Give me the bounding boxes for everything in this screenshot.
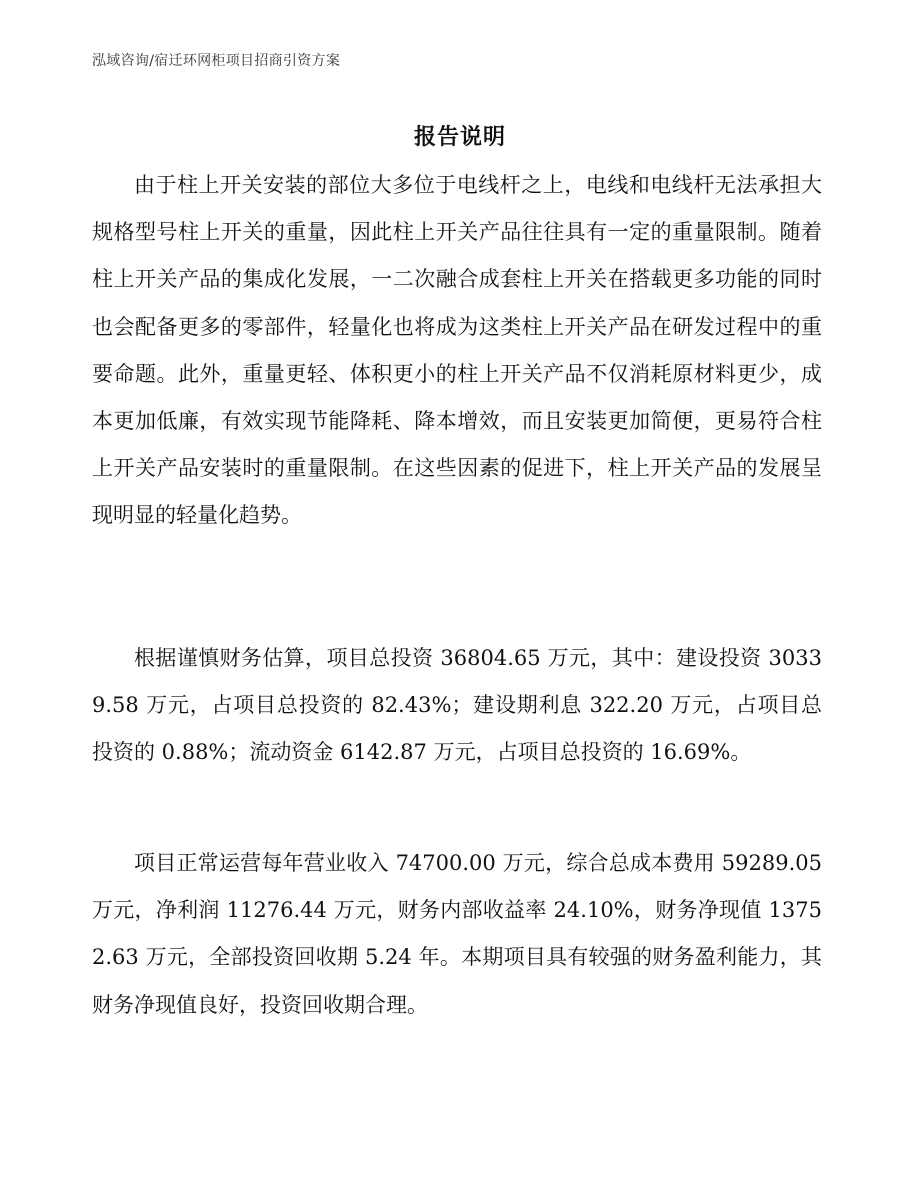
paragraph-financial-returns: 项目正常运营每年营业收入 74700.00 万元，综合总成本费用 59289.05 万元，净利润 11276.44 万元，财务内部收益率 24.10%，财务净现值 13752.63 万元，全部投资回收期 5.24 年。本期项目具有较强的财务盈利能力，其财务净现值良好，投资回收期合理。 [92, 851, 822, 1017]
running-header: 泓域咨询/宿迁环网柜项目招商引资方案 [92, 53, 341, 69]
paragraph-lightweight-trend: 由于柱上开关安装的部位大多位于电线杆之上，电线和电线杆无法承担大规格型号柱上开关的重量，因此柱上开关产品往往具有一定的重量限制。随着柱上开关产品的集成化发展，一二次融合成套柱上开关在搭载更多功能的同时也会配备更多的零部件，轻量化也将成为这类柱上开关产品在研发过程中的重要命题。此外，重量更轻、体积更小的柱上开关产品不仅消耗原材料更少，成本更加低廉，有效实现节能降耗、降本增效，而且安装更加简便，更易符合柱上开关产品安装时的重量限制。在这些因素的促进下，柱上开关产品的发展呈现明显的轻量化趋势。 [92, 173, 822, 528]
page-title: 报告说明 [413, 124, 506, 150]
paragraph-investment-estimate: 根据谨慎财务估算，项目总投资 36804.65 万元，其中：建设投资 30339.58 万元，占项目总投资的 82.43%；建设期利息 322.20 万元，占项目总投资的 0.88%；流动资金 6142.87 万元，占项目总投资的 16.69%。 [92, 646, 822, 765]
